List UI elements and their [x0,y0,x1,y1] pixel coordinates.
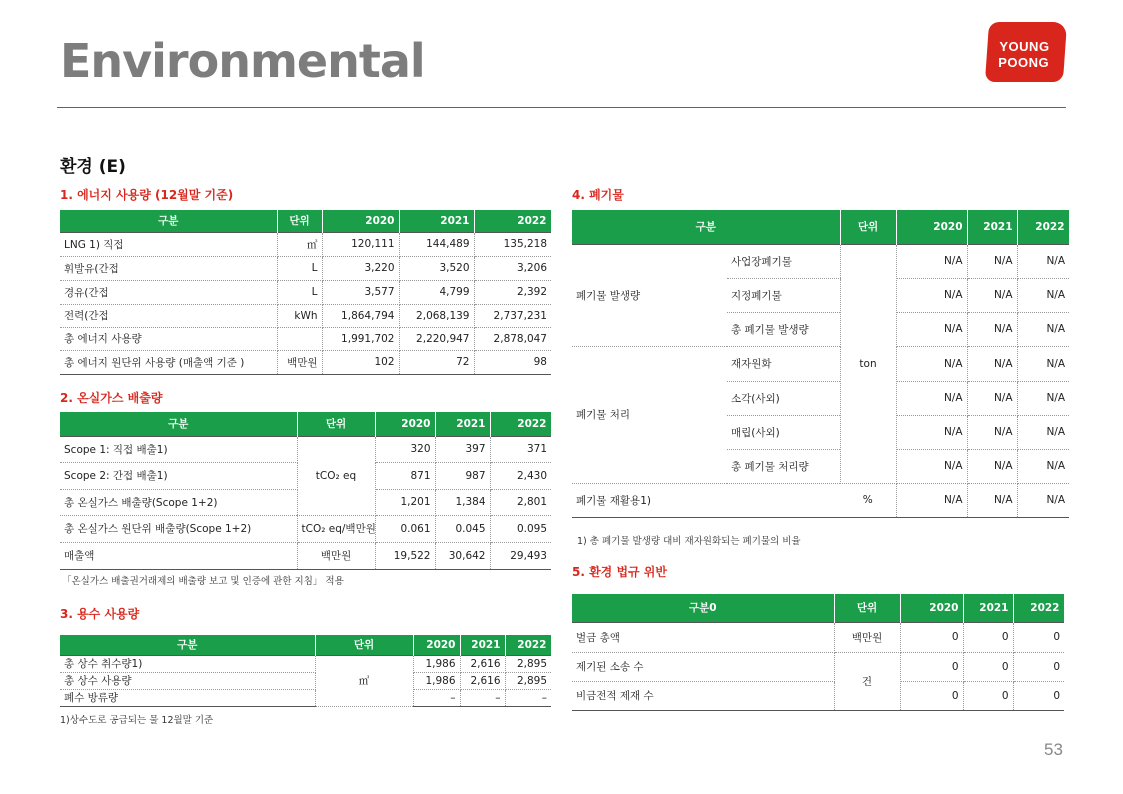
col-header: 2021 [399,210,474,232]
row-label: 총 상수 취수량1) [60,655,315,672]
value-cell: 0.045 [435,515,490,542]
energy-table [60,210,552,375]
violation-section-title: 5. 환경 법규 위반 [572,565,667,579]
value-cell: 2,878,047 [474,327,551,350]
page-number: 53 [1044,740,1063,759]
table-row [572,622,1064,652]
col-header: 2020 [900,594,963,622]
unit-cell: ㎥ [315,655,413,706]
value-cell: 0 [963,652,1013,681]
table-row [572,681,1064,710]
value-cell: 3,220 [322,256,399,280]
ghg-section-title: 2. 온실가스 배출량 [60,391,163,405]
value-cell: N/A [896,278,967,312]
col-header: 2021 [967,210,1017,244]
value-cell: 1,864,794 [322,304,399,327]
value-cell: N/A [967,483,1017,517]
col-header: 구분 [60,412,297,436]
ghg-table [60,412,552,570]
table-row [60,327,551,350]
value-cell: N/A [967,381,1017,415]
value-cell: 397 [435,436,490,462]
value-cell: N/A [896,381,967,415]
value-cell: 0 [1013,652,1064,681]
table-row [60,436,551,462]
value-cell: 29,493 [490,542,551,569]
table-row [60,350,551,374]
ghg-note: 「온실가스 배출권거래제의 배출량 보고 및 인증에 관한 지침」 적용 [62,576,344,587]
row-label: 폐수 방류량 [60,689,315,706]
col-header: 2022 [474,210,551,232]
row-label: 전력(간접 [60,304,277,327]
value-cell: 2,220,947 [399,327,474,350]
row-label: 총 에너지 원단위 사용량 (매출액 기준 ) [60,350,277,374]
value-cell: 2,801 [490,489,551,515]
col-header: 구분 [60,210,277,232]
value-cell: 1,986 [413,672,460,689]
logo-line2: POONG [998,55,1050,70]
unit-cell: tCO₂ eq [297,436,375,515]
value-cell: 102 [322,350,399,374]
value-cell: 987 [435,462,490,489]
value-cell: 3,206 [474,256,551,280]
row-label: 매출액 [60,542,297,569]
col-header: 2021 [963,594,1013,622]
value-cell: 72 [399,350,474,374]
value-cell: 19,522 [375,542,435,569]
col-header: 구분 [572,210,840,244]
unit-cell: 백만원 [277,350,322,374]
value-cell: – [505,689,551,706]
col-header: 단위 [840,210,896,244]
table-row [60,304,551,327]
col-header: 2020 [896,210,967,244]
value-cell: 0 [963,681,1013,710]
waste-note: 1) 총 폐기물 발생량 대비 재자원화되는 폐기물의 비율 [577,536,801,547]
value-cell: 3,520 [399,256,474,280]
col-header: 단위 [834,594,900,622]
value-cell: N/A [1017,244,1069,278]
water-table [60,635,552,707]
unit-cell: ton [840,244,896,483]
row-label: 벌금 총액 [572,622,834,652]
row-label: 경유(간접 [60,280,277,304]
table-row [572,483,1069,517]
waste-section-title: 4. 폐기물 [572,188,624,202]
value-cell: N/A [1017,415,1069,449]
value-cell: 0.095 [490,515,551,542]
value-cell: 0.061 [375,515,435,542]
table-row [572,244,1069,278]
header-divider [57,107,1066,108]
value-cell: 0 [900,652,963,681]
value-cell: N/A [1017,278,1069,312]
row-label: 총 폐기물 발생량 [727,312,840,346]
col-header: 단위 [315,635,413,655]
value-cell: N/A [967,449,1017,483]
value-cell: N/A [1017,381,1069,415]
col-header: 구분0 [572,594,834,622]
row-label: Scope 2: 간접 배출1) [60,462,297,489]
value-cell: 0 [900,622,963,652]
value-cell: 2,430 [490,462,551,489]
col-header: 2020 [413,635,460,655]
value-cell: N/A [1017,483,1069,517]
value-cell: N/A [896,312,967,346]
unit-cell: 백만원 [297,542,375,569]
col-header: 2020 [322,210,399,232]
page-title: Environmental [60,34,425,88]
row-label: 비금전적 제재 수 [572,681,834,710]
value-cell: 2,616 [460,655,505,672]
value-cell: N/A [967,278,1017,312]
value-cell: 98 [474,350,551,374]
energy-section-title: 1. 에너지 사용량 (12월말 기준) [60,188,234,202]
table-row [572,652,1064,681]
value-cell: 2,737,231 [474,304,551,327]
row-label: 총 상수 사용량 [60,672,315,689]
value-cell: 871 [375,462,435,489]
value-cell: – [413,689,460,706]
value-cell: 0 [1013,681,1064,710]
row-label: 제기된 소송 수 [572,652,834,681]
unit-cell: L [277,280,322,304]
unit-cell: 백만원 [834,622,900,652]
value-cell: N/A [896,244,967,278]
waste-table [572,210,1070,518]
value-cell: N/A [1017,312,1069,346]
col-header: 2021 [435,412,490,436]
row-label: LNG 1) 직접 [60,232,277,256]
table-row [60,256,551,280]
row-label: 사업장폐기물 [727,244,840,278]
col-header: 2022 [1013,594,1064,622]
unit-cell: kWh [277,304,322,327]
value-cell: 2,392 [474,280,551,304]
value-cell: 120,111 [322,232,399,256]
company-logo [985,22,1067,82]
table-row [572,346,1069,381]
row-group-label: 폐기물 발생량 [572,244,727,346]
value-cell: – [460,689,505,706]
table-row [60,232,551,256]
value-cell: 371 [490,436,551,462]
unit-cell [277,327,322,350]
unit-cell: 건 [834,652,900,710]
value-cell: 144,489 [399,232,474,256]
value-cell: 4,799 [399,280,474,304]
col-header: 2022 [505,635,551,655]
row-label: 총 에너지 사용량 [60,327,277,350]
unit-cell: tCO₂ eq/백만원 [297,515,375,542]
value-cell: N/A [967,244,1017,278]
table-row [60,515,551,542]
water-note: 1)상수도로 공급되는 물 12월말 기준 [60,715,214,726]
col-header: 단위 [277,210,322,232]
value-cell: N/A [896,415,967,449]
value-cell: N/A [967,415,1017,449]
value-cell: N/A [1017,346,1069,381]
row-label: Scope 1: 직접 배출1) [60,436,297,462]
row-label: 휘발유(간접 [60,256,277,280]
col-header: 2021 [460,635,505,655]
col-header: 단위 [297,412,375,436]
value-cell: 30,642 [435,542,490,569]
value-cell: 1,384 [435,489,490,515]
unit-cell: L [277,256,322,280]
value-cell: 3,577 [322,280,399,304]
value-cell: 1,991,702 [322,327,399,350]
row-label: 총 온실가스 배출량(Scope 1+2) [60,489,297,515]
value-cell: N/A [896,346,967,381]
row-group-label: 폐기물 처리 [572,346,727,483]
value-cell: N/A [896,483,967,517]
value-cell: 0 [1013,622,1064,652]
value-cell: 2,895 [505,672,551,689]
table-row [60,672,551,689]
value-cell: 1,986 [413,655,460,672]
row-label: 총 온실가스 원단위 배출량(Scope 1+2) [60,515,297,542]
unit-cell: ㎥ [277,232,322,256]
value-cell: 2,068,139 [399,304,474,327]
col-header: 2022 [490,412,551,436]
table-row [60,542,551,569]
value-cell: 0 [900,681,963,710]
logo-line1: YOUNG [999,39,1050,54]
table-row [60,689,551,706]
water-section-title: 3. 용수 사용량 [60,607,140,621]
value-cell: 1,201 [375,489,435,515]
value-cell: 135,218 [474,232,551,256]
violation-table [572,594,1065,711]
value-cell: 2,895 [505,655,551,672]
value-cell: N/A [896,449,967,483]
table-row [60,655,551,672]
row-label: 총 폐기물 처리량 [727,449,840,483]
row-label: 폐기물 재활용1) [572,483,840,517]
unit-cell: % [840,483,896,517]
col-header: 2022 [1017,210,1069,244]
value-cell: 0 [963,622,1013,652]
section-main-title: 환경 (E) [60,157,126,177]
value-cell: 320 [375,436,435,462]
table-row [60,280,551,304]
row-label: 소각(사외) [727,381,840,415]
row-label: 지정폐기물 [727,278,840,312]
value-cell: N/A [967,312,1017,346]
row-label: 재자원화 [727,346,840,381]
value-cell: 2,616 [460,672,505,689]
value-cell: N/A [967,346,1017,381]
col-header: 구분 [60,635,315,655]
col-header: 2020 [375,412,435,436]
value-cell: N/A [1017,449,1069,483]
row-label: 매립(사외) [727,415,840,449]
